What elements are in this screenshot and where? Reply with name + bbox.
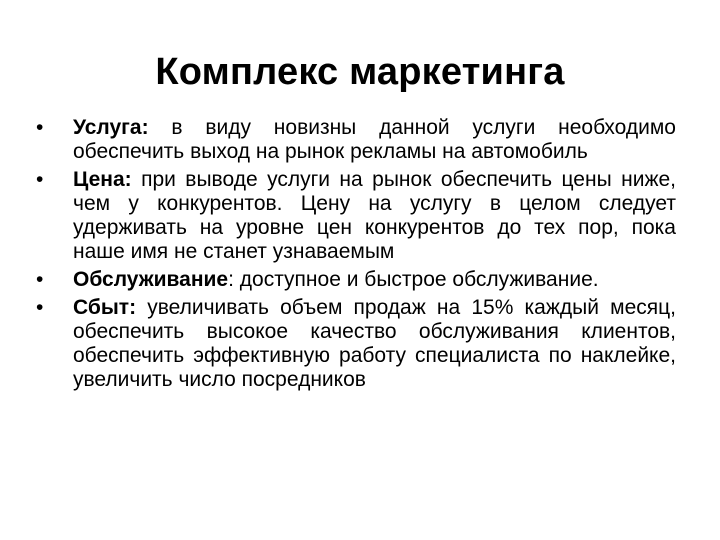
- bullet-text: при выводе услуги на рынок обеспечить цены ниже, чем у конкурентов. Цену на услугу в целом следует удерживать на уровне цен конкурентов до тех пор, пока наше имя не станет узнаваемым: [73, 168, 676, 263]
- bullet-item-service: [36, 116, 676, 164]
- bullet-text: увеличивать объем продаж на 15% каждый месяц, обеспечить высокое качество обслуживания клиентов, обеспечить эффективную работу специалиста по наклейке, увеличить число посредников: [73, 296, 676, 391]
- bullet-term: Цена:: [73, 168, 132, 191]
- bullet-list: [36, 116, 676, 396]
- bullet-text: доступное и быстрое обслуживание.: [233, 268, 599, 291]
- bullet-marker: •: [36, 268, 44, 291]
- slide-title: Комплекс маркетинга: [155, 51, 565, 93]
- bullet-marker: •: [36, 168, 44, 191]
- bullet-marker: •: [36, 296, 44, 319]
- bullet-term: Сбыт:: [73, 296, 137, 319]
- bullet-marker: •: [36, 116, 44, 139]
- bullet-term-suffix: :: [228, 268, 234, 291]
- bullet-text: в виду новизны данной услуги необходимо обеспечить выход на рынок рекламы на автомобиль: [73, 116, 676, 163]
- bullet-term: Услуга:: [73, 116, 149, 139]
- bullet-item-sales: [36, 296, 676, 392]
- bullet-term: Обслуживание: [73, 268, 229, 291]
- bullet-item-support: [36, 268, 676, 292]
- bullet-item-price: [36, 168, 676, 264]
